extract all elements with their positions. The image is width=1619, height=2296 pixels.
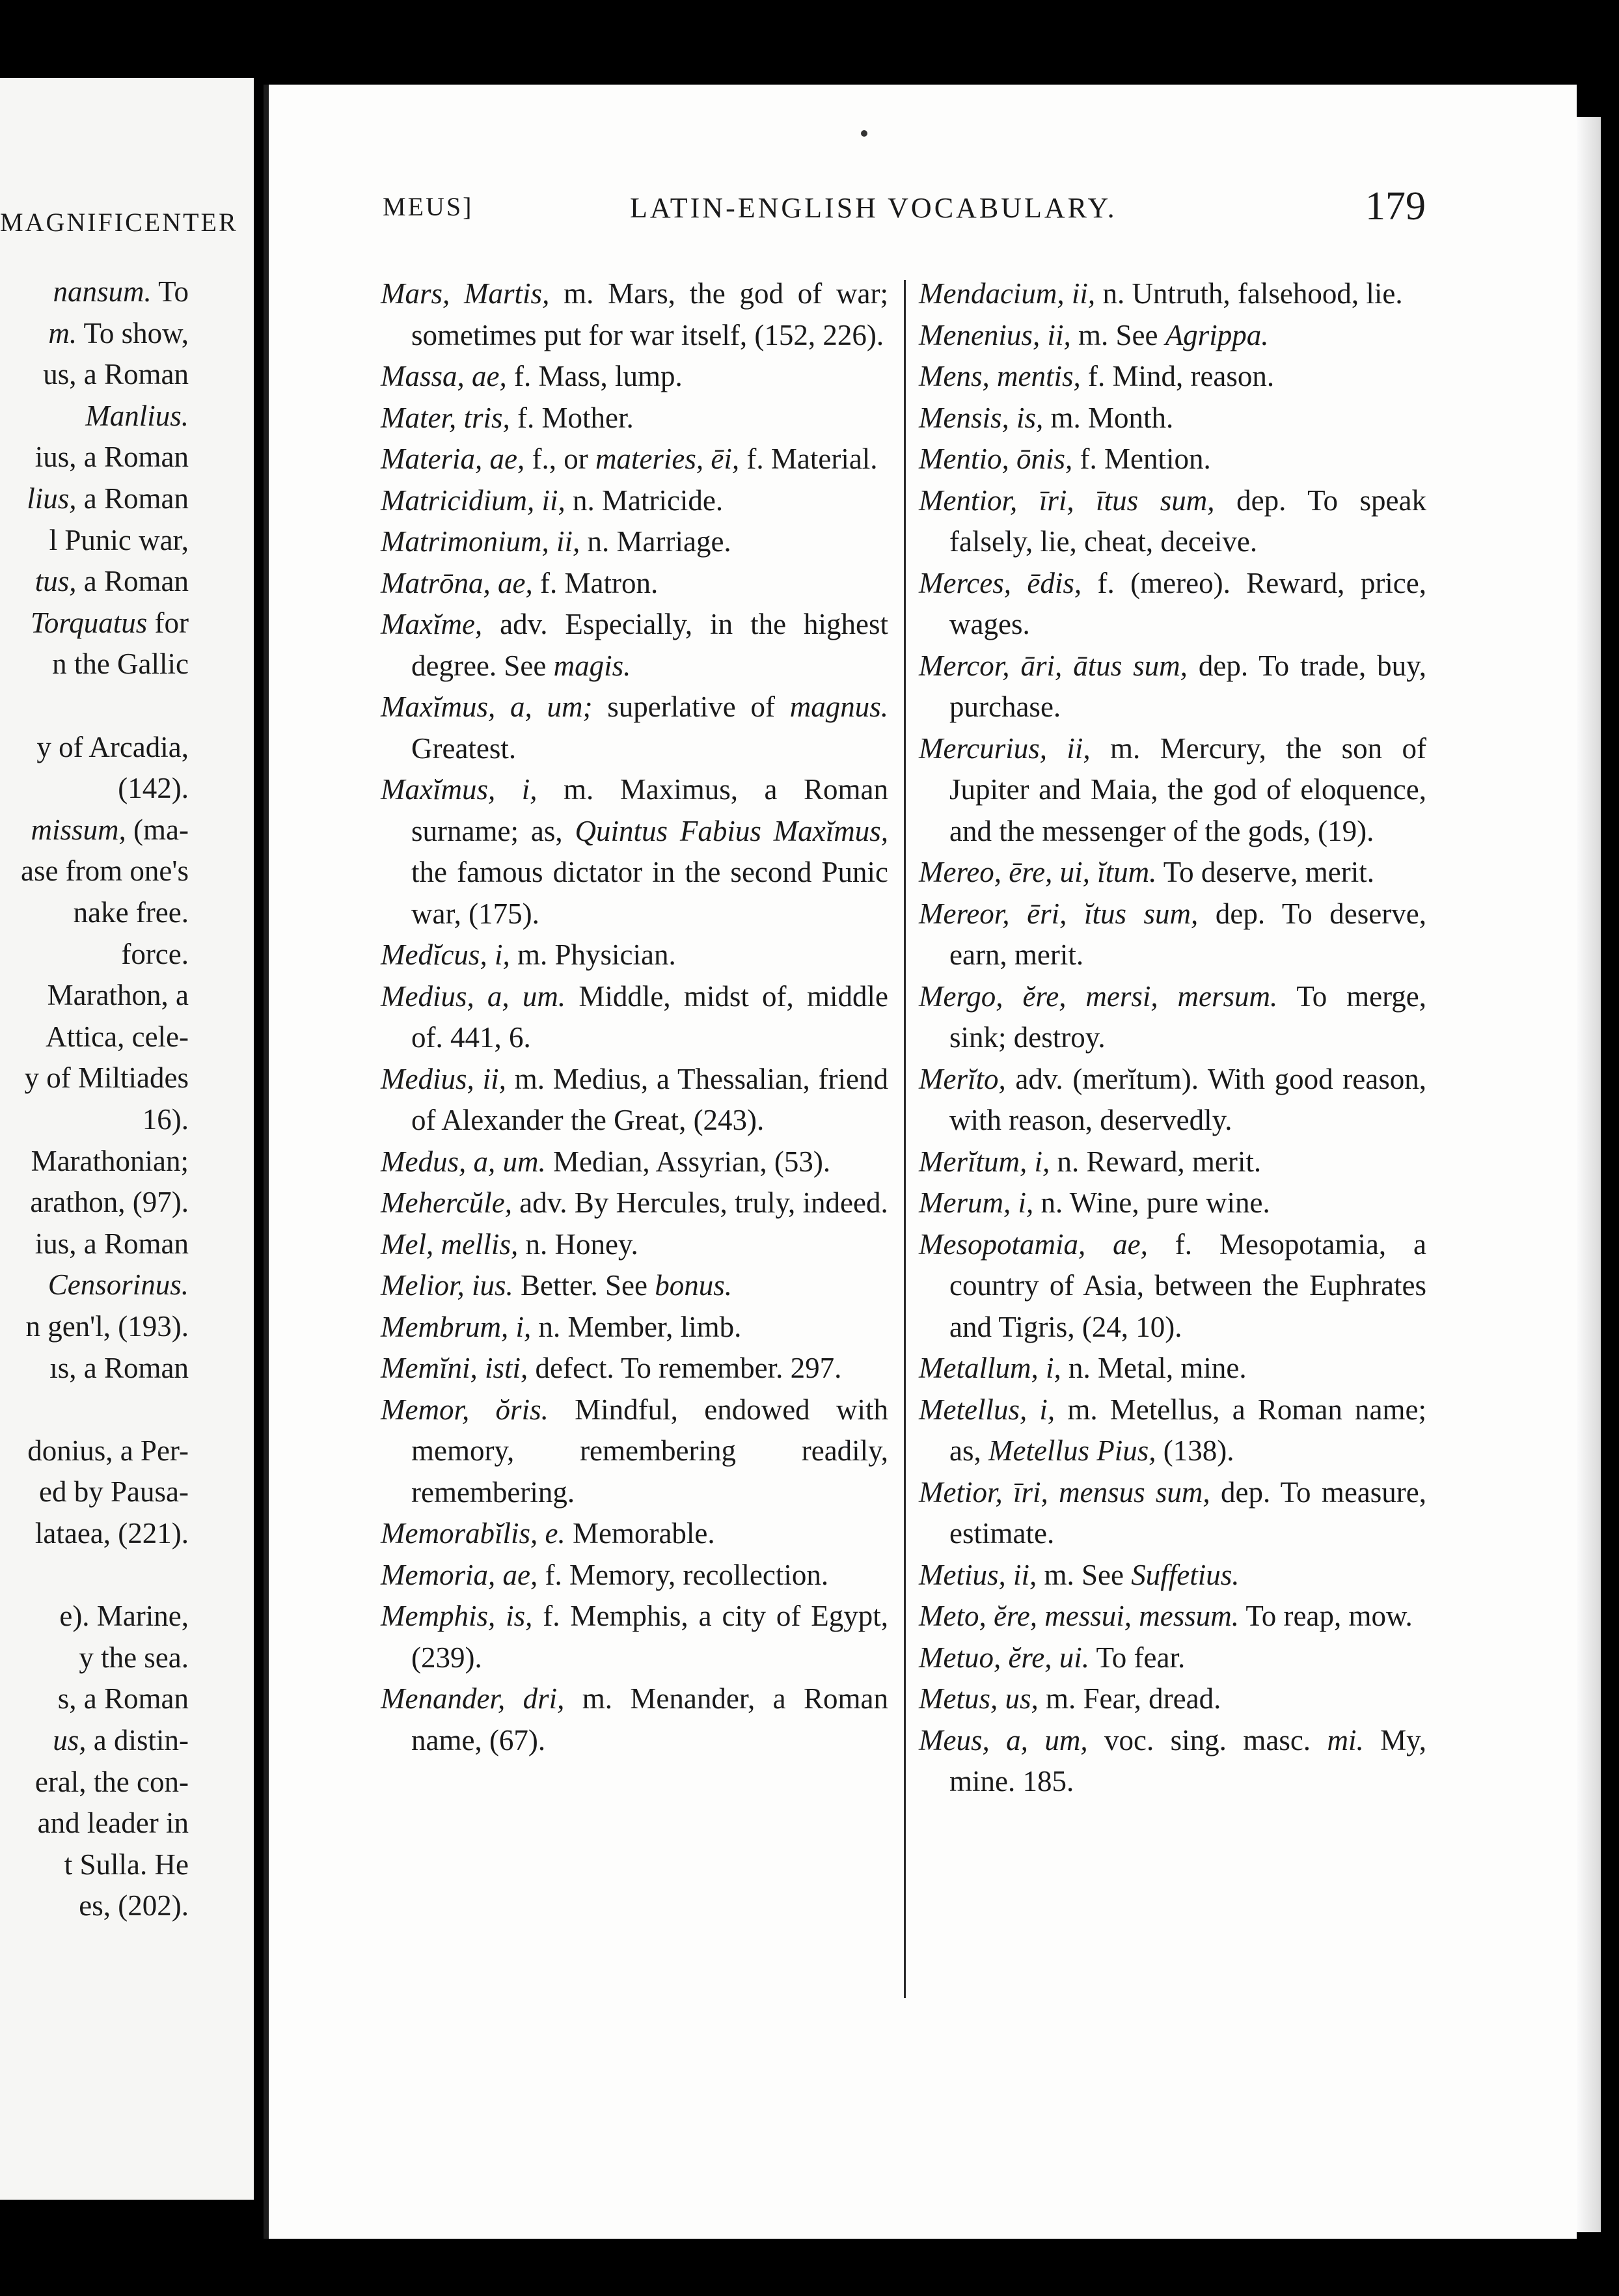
dictionary-entry (381, 439, 888, 480)
headword: Matricidium, ii, (381, 484, 565, 517)
text-fragment: y of Miltiades (24, 1061, 189, 1095)
previous-page-line (0, 1224, 189, 1263)
definition: To fear. (1089, 1641, 1186, 1674)
headword: Mereor, ēri, ĭtus sum, (919, 897, 1199, 930)
page-number: 179 (1365, 184, 1426, 228)
headword: Menenius, ii, (919, 318, 1071, 351)
definition: m. Metellus, a Roman name; as, (949, 1393, 1426, 1467)
previous-page-line (0, 728, 189, 767)
headword: Merces, ēdis, (919, 566, 1082, 599)
previous-page-line (0, 1141, 189, 1181)
headword: Mentio, ōnis, (919, 443, 1073, 475)
text-fragment: 16). (142, 1103, 189, 1136)
dictionary-entry (381, 1059, 888, 1141)
text-fragment: donius, a Per- (27, 1434, 189, 1467)
headword: Menander, dri, (381, 1682, 565, 1715)
headword: Mercurius, ii, (919, 731, 1091, 765)
headword: Matrimonium, ii, (381, 525, 580, 558)
text-fragment: t Sulla. He (64, 1848, 189, 1881)
text-fragment: a Roman (76, 565, 189, 598)
definition: m. See (1070, 318, 1165, 351)
definition: n. Metal, mine. (1061, 1352, 1247, 1384)
headword: Metius, ii, (919, 1558, 1037, 1591)
previous-page-line (0, 314, 189, 353)
definition: Middle, midst of, middle of. 441, 6. (411, 979, 888, 1054)
dictionary-entry (381, 604, 888, 687)
previous-page-line (0, 1721, 189, 1760)
headword: Meus, a, um, (919, 1723, 1088, 1756)
definition: dep. To measure, estimate. (949, 1475, 1426, 1550)
previous-page-line (0, 603, 189, 642)
dictionary-entry (381, 687, 888, 769)
dictionary-entry (381, 769, 888, 935)
dictionary-entry (381, 1596, 888, 1678)
headword: Mercor, āri, ātus sum, (919, 649, 1188, 682)
definition: dep. To trade, buy, purchase. (949, 649, 1426, 723)
definition: defect. To remember. 297. (528, 1352, 842, 1384)
definition: m. Month. (1043, 401, 1174, 434)
definition: n. Matricide. (565, 484, 724, 517)
text-fragment: lataea, (221). (34, 1517, 189, 1550)
italic-fragment: tus, (34, 565, 77, 598)
text-fragment: force. (121, 937, 189, 970)
previous-page-line (0, 355, 189, 394)
previous-page-line (0, 1058, 189, 1097)
text-fragment: ius, a Roman (34, 441, 189, 474)
italic-fragment: Manlius. (85, 399, 189, 432)
text-fragment: ıs, a Roman (49, 1351, 189, 1384)
dictionary-entry (919, 1182, 1426, 1224)
italic-fragment: lius, (27, 482, 77, 515)
definition: f. Memphis, a city of Egypt, (239). (411, 1600, 888, 1674)
definition: n. Wine, pure wine. (1033, 1186, 1270, 1219)
definition: n. Reward, merit. (1050, 1145, 1262, 1178)
previous-page-line (0, 1472, 189, 1511)
dictionary-entry (381, 356, 888, 398)
headword: Massa, ae, (381, 360, 507, 392)
previous-page-line (0, 644, 189, 683)
headword: Matrōna, ae, (381, 566, 533, 599)
definition: f. Mind, reason. (1080, 360, 1275, 392)
text-fragment: a distin- (86, 1724, 189, 1756)
previous-page-line (0, 935, 189, 974)
previous-page-fragment (0, 78, 254, 2200)
text-fragment: nake free. (73, 896, 189, 929)
dictionary-entry (381, 1224, 888, 1266)
cross-reference: Agrippa. (1165, 318, 1269, 351)
headword: Metus, us, (919, 1682, 1039, 1715)
dictionary-entry (381, 935, 888, 976)
dictionary-entry (919, 1678, 1426, 1720)
previous-page-line (0, 479, 189, 518)
text-fragment: Marathonian; (31, 1144, 189, 1177)
cross-reference: Quintus Fabius Maxĭmus, (575, 814, 888, 847)
cross-reference: magis. (553, 649, 631, 682)
italic-fragment: Censorinus. (48, 1268, 189, 1302)
headword: Metallum, i, (919, 1352, 1061, 1384)
previous-page-line (0, 976, 189, 1015)
previous-page-line (0, 1514, 189, 1553)
previous-page-line (0, 769, 189, 808)
previous-page-line (0, 1307, 189, 1346)
dictionary-entry (381, 1389, 888, 1514)
definition-tail: f. Material. (739, 443, 878, 475)
previous-page-line (0, 810, 189, 849)
dictionary-entry (381, 1348, 888, 1389)
dictionary-entry (919, 1348, 1426, 1389)
definition: m. Fear, dread. (1038, 1682, 1221, 1715)
headword: Meto, ĕre, messui, messum. (919, 1600, 1239, 1632)
dictionary-entry (381, 1265, 888, 1307)
previous-page-line (0, 1596, 189, 1635)
headword: Maxĭme, (381, 608, 483, 640)
definition: m. See (1037, 1558, 1132, 1591)
dictionary-entry (919, 1389, 1426, 1472)
definition: dep. To speak falsely, lie, cheat, deceive. (949, 484, 1426, 558)
previous-page-line (0, 1762, 189, 1801)
text-fragment: l Punic war, (49, 523, 189, 556)
dictionary-entry (381, 1182, 888, 1224)
definition: f. Mention. (1072, 443, 1211, 475)
headword: Membrum, i, (381, 1310, 532, 1343)
running-header (0, 184, 1619, 229)
text-fragment: (ma- (126, 813, 189, 846)
headword: Metior, īri, mensus sum, (919, 1475, 1210, 1509)
previous-page-line (0, 851, 189, 890)
definition: f. Mass, lump. (506, 360, 683, 392)
dictionary-entry (919, 1596, 1426, 1637)
dictionary-entry (919, 1059, 1426, 1141)
italic-fragment: us, (53, 1724, 87, 1756)
previous-page-line (0, 1638, 189, 1677)
headword: Medius, a, um. (381, 979, 566, 1013)
dictionary-entry (919, 563, 1426, 646)
text-fragment: arathon, (97). (30, 1186, 189, 1219)
previous-page-line (0, 1886, 189, 1925)
previous-page-line (0, 1182, 189, 1222)
cross-reference: Metellus Pius, (988, 1434, 1156, 1467)
definition-tail: (138). (1156, 1434, 1234, 1467)
dictionary-entry (381, 976, 888, 1059)
headword: Merĭto, (919, 1062, 1006, 1095)
dictionary-entry (919, 480, 1426, 563)
definition: Median, Assyrian, (53). (545, 1145, 831, 1178)
text-fragment: for (147, 606, 189, 639)
definition: Better. See (513, 1269, 655, 1302)
definition: m. Maximus, a Roman surname; as, (411, 773, 888, 847)
definition: n. Untruth, falsehood, lie. (1095, 277, 1403, 310)
headword: Mehercŭle, (381, 1186, 512, 1219)
print-speck (861, 130, 867, 137)
headword: Metellus, i, (919, 1393, 1055, 1426)
definition: Memorable. (565, 1517, 715, 1550)
definition: superlative of (592, 690, 790, 723)
definition-tail: the famous dictator in the second Punic war, (175). (411, 856, 888, 930)
dictionary-entry (919, 852, 1426, 894)
dictionary-entry (919, 646, 1426, 728)
dictionary-entry (919, 439, 1426, 480)
dictionary-entry (381, 521, 888, 563)
text-fragment: n the Gallic (52, 648, 189, 681)
text-fragment: Marathon, a (47, 979, 189, 1012)
definition: voc. sing. masc. (1087, 1723, 1327, 1756)
headword: Mendacium, ii, (919, 277, 1096, 310)
text-fragment: n gen'l, (193). (25, 1310, 189, 1343)
headword: Melior, ius. (381, 1269, 513, 1302)
dictionary-entry (919, 1472, 1426, 1555)
dictionary-entry (381, 273, 888, 356)
dictionary-entry (381, 1513, 888, 1555)
dictionary-entry (919, 1224, 1426, 1348)
dictionary-entry (919, 976, 1426, 1059)
previous-page-line (0, 893, 189, 932)
guide-word: MEUS] (383, 192, 474, 221)
dictionary-entry (919, 1720, 1426, 1803)
text-fragment: us, a Roman (43, 358, 189, 391)
text-fragment: To show, (77, 316, 189, 349)
definition: adv. Especially, in the highest degree. See (411, 608, 888, 682)
definition: Mindful, endowed with memory, remembering readily, remembering. (411, 1393, 888, 1509)
previous-page-line (0, 521, 189, 560)
page-title: LATIN-ENGLISH VOCABULARY. (630, 192, 1117, 224)
column-divider (904, 280, 906, 1998)
italic-fragment: nansum. (53, 275, 152, 308)
dictionary-entry (381, 1555, 888, 1596)
definition-tail: Greatest. (411, 731, 517, 765)
dictionary-entry (919, 1637, 1426, 1679)
headword: Memor, ŏris. (381, 1393, 549, 1426)
definition: m. Mars, the god of war; sometimes put for war itself, (152, 226). (411, 277, 889, 351)
text-fragment: e). Marine, (59, 1600, 189, 1633)
definition: f., or (524, 443, 595, 475)
definition: m. Mercury, the son of Jupiter and Maia, the god of eloquence, and the messenger of the gods, (19). (949, 731, 1427, 847)
dictionary-entry (381, 1678, 888, 1761)
dictionary-entry (381, 1307, 888, 1348)
definition: m. Physician. (510, 938, 676, 971)
definition: adv. (merĭtum). With good reason, with reason, deservedly. (949, 1062, 1426, 1136)
cross-reference: magnus. (789, 690, 888, 723)
headword: Medĭcus, i, (381, 938, 510, 971)
text-fragment: Attica, cele- (46, 1020, 189, 1053)
previous-page-line (0, 1431, 189, 1470)
headword: Memphis, is, (381, 1600, 533, 1632)
previous-page-line (0, 1017, 189, 1056)
definition: f. Mother. (510, 401, 634, 434)
previous-page-header: MAGNIFICENTER (0, 208, 238, 237)
dictionary-entry (919, 273, 1426, 315)
previous-page-line (0, 396, 189, 435)
definition: n. Member, limb. (531, 1310, 742, 1343)
headword: Mergo, ĕre, mersi, mersum. (919, 979, 1278, 1013)
headword: Mars, Martis, (381, 277, 550, 310)
headword: Metuo, ĕre, ui. (919, 1641, 1090, 1674)
headword: Memoria, ae, (381, 1558, 538, 1591)
definition: f. Mesopotamia, a country of Asia, between the Euphrates and Tigris, (24, 10). (949, 1227, 1426, 1343)
previous-page-line (0, 1265, 189, 1304)
text-fragment: and leader in (37, 1807, 189, 1840)
italic-fragment: missum, (31, 813, 126, 846)
headword: Mesopotamia, ae, (919, 1227, 1148, 1261)
headword: Materia, ae, (381, 443, 525, 475)
definition: m. Menander, a Roman name, (67). (411, 1682, 888, 1756)
dictionary-entry (919, 1141, 1426, 1183)
cross-reference: Suffetius. (1131, 1558, 1240, 1591)
headword: Mater, tris, (381, 401, 510, 434)
headword: Mereo, ēre, ui, ĭtum. (919, 856, 1157, 888)
definition-tail: My, mine. 185. (949, 1723, 1427, 1797)
previous-page-line (0, 562, 189, 601)
text-fragment: ius, a Roman (34, 1227, 189, 1260)
text-fragment: a Roman (76, 482, 189, 515)
definition: m. Medius, a Thessalian, friend of Alexander the Great, (243). (411, 1062, 889, 1136)
previous-page-line (0, 272, 189, 311)
definition: To merge, sink; destroy. (949, 979, 1426, 1054)
definition: n. Marriage. (580, 525, 731, 558)
dictionary-entry (381, 1141, 888, 1183)
headword: Mel, mellis, (381, 1227, 519, 1261)
text-fragment: eral, the con- (34, 1765, 189, 1798)
definition: f. Matron. (532, 566, 659, 599)
cross-reference: bonus. (655, 1269, 732, 1302)
text-fragment: ed by Pausa- (39, 1475, 189, 1509)
right-column (919, 273, 1426, 1803)
text-fragment: To (151, 275, 189, 308)
text-fragment: y the sea. (79, 1641, 189, 1674)
dictionary-entry (381, 398, 888, 439)
dictionary-entry (919, 398, 1426, 439)
dictionary-entry (919, 1555, 1426, 1596)
cross-reference: mi. (1327, 1723, 1364, 1756)
previous-page-line (0, 1803, 189, 1842)
headword: Maxĭmus, i, (381, 773, 537, 806)
dictionary-entry (381, 563, 888, 605)
left-column (381, 273, 888, 1761)
italic-fragment: m. (48, 316, 77, 349)
headword: Medus, a, um. (381, 1145, 546, 1178)
previous-page-line (0, 1348, 189, 1387)
definition: adv. By Hercules, truly, indeed. (511, 1186, 888, 1219)
headword: Merĭtum, i, (919, 1145, 1050, 1178)
headword: Mensis, is, (919, 401, 1044, 434)
headword: Memĭni, isti, (381, 1352, 528, 1384)
previous-page-line (0, 1679, 189, 1718)
text-fragment: ase from one's (20, 854, 189, 888)
text-fragment: es, (202). (79, 1889, 189, 1922)
definition: dep. To deserve, earn, merit. (949, 897, 1426, 971)
text-fragment: s, a Roman (57, 1682, 189, 1715)
headword: Medius, ii, (381, 1062, 506, 1095)
definition: To deserve, merit. (1156, 856, 1374, 888)
cross-reference: materies, ēi, (595, 443, 740, 475)
headword: Merum, i, (919, 1186, 1034, 1219)
definition: f. Memory, recollection. (537, 1558, 829, 1591)
dictionary-entry (381, 480, 888, 522)
previous-page-line (0, 1100, 189, 1139)
headword: Maxĭmus, a, um; (381, 690, 593, 723)
previous-page-line (0, 1845, 189, 1884)
headword: Mentior, īri, ītus sum, (919, 484, 1215, 517)
definition: To reap, mow. (1239, 1600, 1413, 1632)
dictionary-entry (919, 315, 1426, 357)
previous-page-line (0, 437, 189, 476)
headword: Mens, mentis, (919, 360, 1081, 392)
italic-fragment: Torquatus (31, 606, 148, 639)
definition: f. (mereo). Reward, price, wages. (949, 566, 1426, 640)
dictionary-entry (919, 894, 1426, 976)
dictionary-entry (919, 728, 1426, 853)
dictionary-entry (919, 356, 1426, 398)
text-fragment: y of Arcadia, (36, 730, 189, 763)
definition: n. Honey. (518, 1227, 638, 1261)
text-fragment: (142). (118, 772, 189, 805)
headword: Memorabĭlis, e. (381, 1517, 565, 1550)
